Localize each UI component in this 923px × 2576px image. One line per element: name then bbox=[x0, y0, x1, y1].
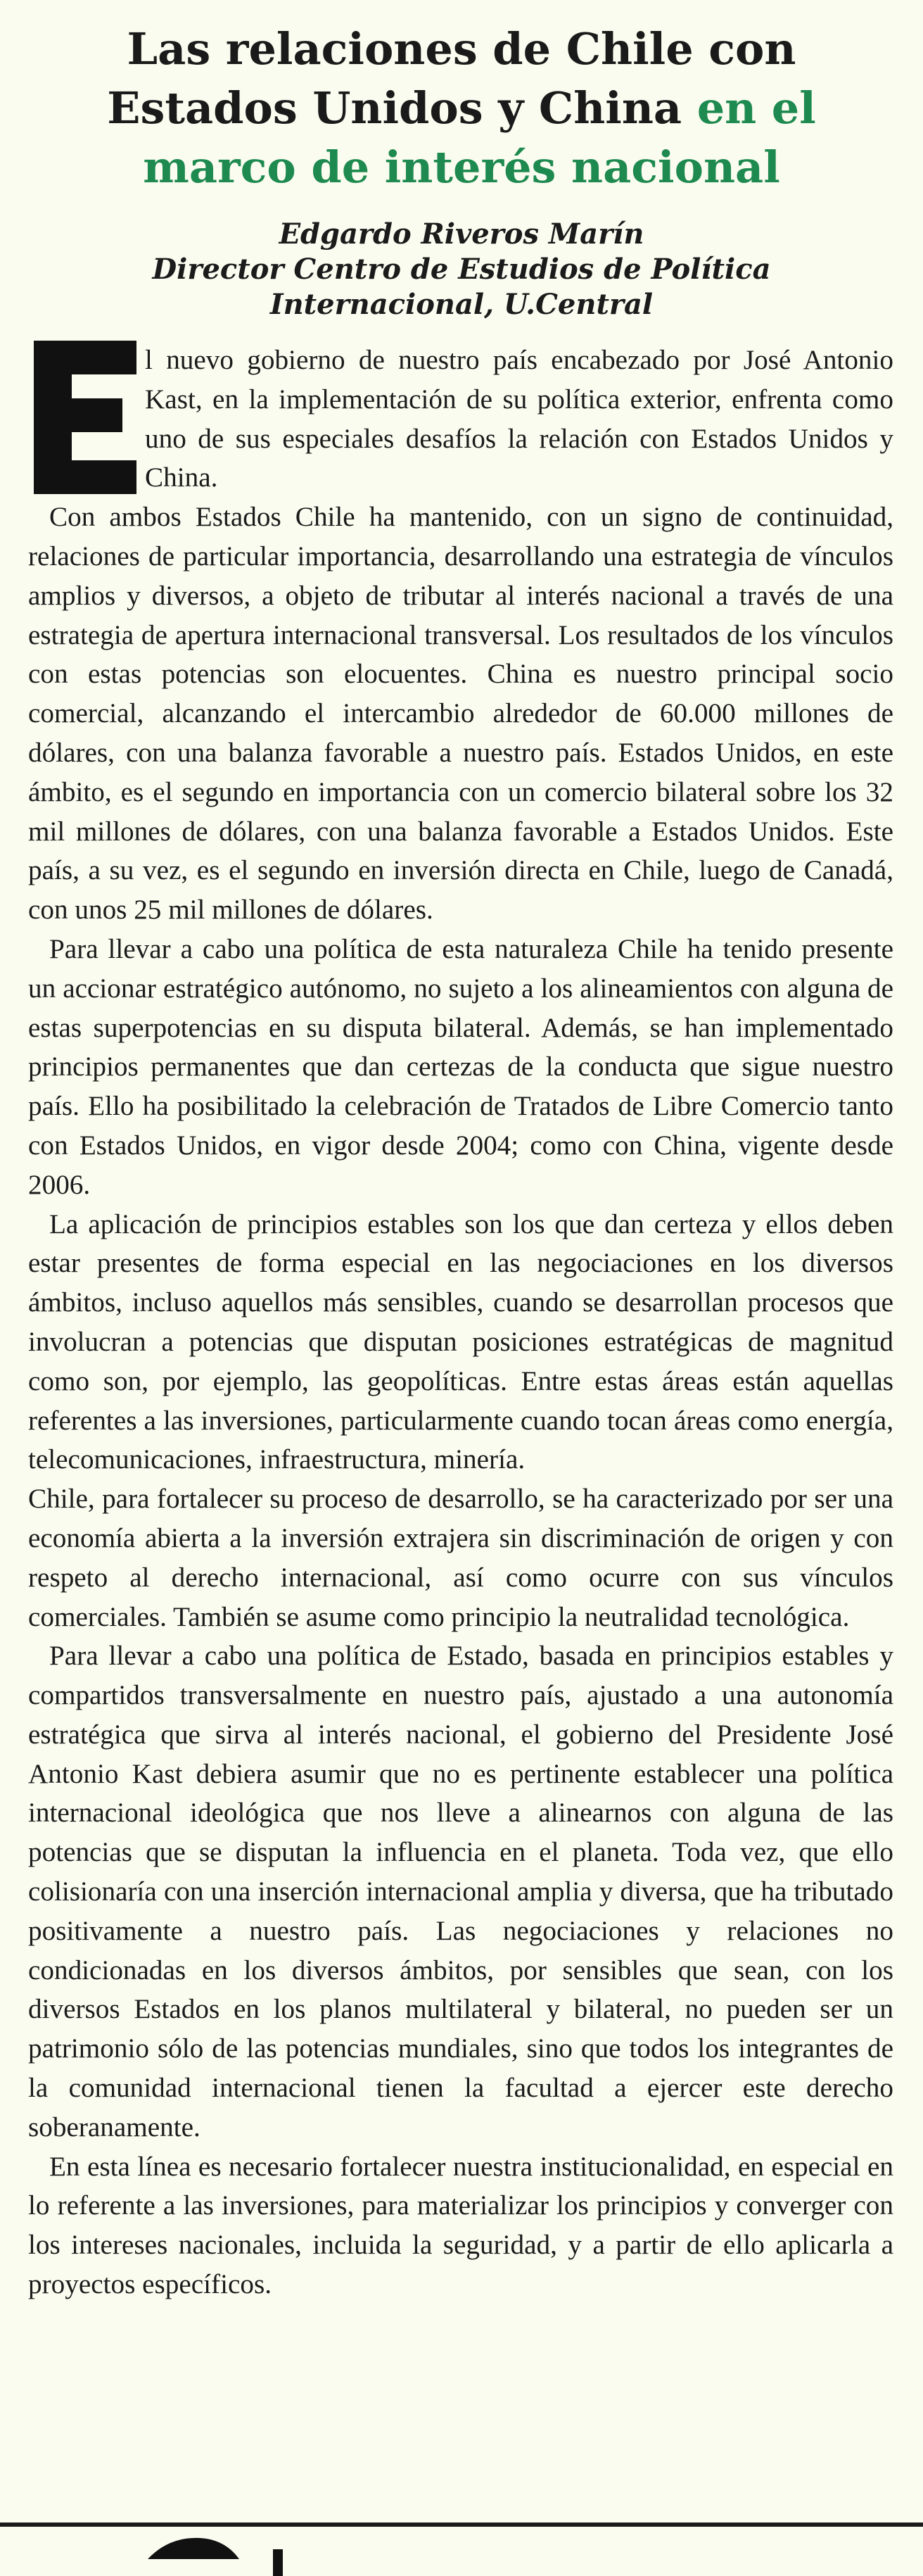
paragraph-4: La aplicación de principios estables son los que dan certeza y ellos deben estar presentes de forma especial en las negociaciones en los diversos ámbitos, incluso aquellos más sensibles, cuando se desarrollan procesos que involucran a potencias que disputan posiciones estratégicas de magnitud como son, por ejemplo, las geopolíticas. Entre estas áreas están aquellas referentes a las inversiones, particularmente cuando tocan áreas como energía, telecomunicaciones, infraestructura, minería. bbox=[28, 1208, 893, 1475]
drop-cap bbox=[34, 341, 136, 494]
paragraph-6: Para llevar a cabo una política de Estado, basada en principios estables y compartidos transversalmente en nuestro país, ajustado a una autonomía estratégica que sirva al interés nacional, el gobierno del Presidente José Antonio Kast debiera asumir que no es pertinente establecer una política internacional ideológica que nos lleve a alinearnos con alguna de las potencias que se disputan la influencia en el planeta. Toda vez, que ello colisionaría con una inserción internacional amplia y diversa, que ha tributado positivamente a nuestro país. Las negociaciones y relaciones no condicionadas en los diversos ámbitos, por sensibles que sean, con los diversos Estados en los planos multilateral y bilateral, no pueden ser un patrimonio sólo de las potencias mundiales, sino que todos los integrantes de la comunidad internacional tienen la facultad a ejercer este derecho soberanamente. bbox=[28, 1641, 893, 2142]
paragraph-1-text: l nuevo gobierno de nuestro país encabezado por José Antonio Kast, en la implementación de su política exterior, enfrenta como uno de sus especiales desafíos la relación con Estados Unidos y China. bbox=[145, 345, 893, 493]
byline bbox=[28, 217, 895, 322]
paragraph-3: Para llevar a cabo una política de esta naturaleza Chile ha tenido presente un accionar estratégico autónomo, no sujeto a los alineamientos con alguna de estas superpotencias en su disputa bilateral. Además, se han implementado principios permanentes que dan certezas de la conducta que sigue nuestro país. Ello ha posibilitado la celebración de Tratados de Libre Comercio tanto con Estados Unidos, en vigor desde 2004; como con China, vigente desde 2006. bbox=[28, 933, 893, 1200]
paragraph-7: En esta línea es necesario fortalecer nuestra institucionalidad, en especial en lo referente a las inversiones, para materializar los principios y converger con los intereses nacionales, incluida la seguridad, y a partir de ello aplicarla a proyectos específicos. bbox=[28, 2151, 893, 2300]
author-title-1: Director Centro de Estudios de Política bbox=[152, 253, 771, 286]
headline-line-1: Las relaciones de Chile con bbox=[127, 23, 796, 75]
author-name: Edgardo Riveros Marín bbox=[279, 217, 644, 251]
paragraph-1 bbox=[28, 341, 893, 498]
paragraph-5: Chile, para fortalecer su proceso de desarrollo, se ha caracterizado por ser una economía abierta a la inversión extrajera sin discriminación de origen y con respeto al derecho internacional, así como ocurre con sus vínculos comerciales. También se asume como principio la neutralidad tecnológica. bbox=[28, 1484, 893, 1632]
headline-accent-1: en el bbox=[696, 82, 816, 134]
paragraph-2: Con ambos Estados Chile ha mantenido, con un signo de continuidad, relaciones de particular importancia, desarrollando una estrategia de vínculos amplios y diversos, a objeto de tributar al interés nacional a través de una estrategia de apertura internacional transversal. Los resultados de los vínculos con estas potencias son elocuentes. China es nuestro principal socio comercial, alcanzando el intercambio alrededor de 60.000 millones de dólares, con una balanza favorable a nuestro país. Estados Unidos, en este ámbito, es el segundo en importancia con un comercio bilateral sobre los 32 mil millones de dólares, con una balanza favorable a Estados Unidos. Este país, a su vez, es el segundo en inversión directa en Chile, luego de Canadá, con unos 25 mil millones de dólares. bbox=[28, 502, 893, 926]
headline-accent-2: marco de interés nacional bbox=[143, 141, 780, 193]
headline-line-2: Estados Unidos y China bbox=[107, 82, 682, 134]
author-title-2: Internacional, U.Central bbox=[269, 288, 654, 321]
bottom-rule bbox=[0, 2523, 923, 2527]
next-section-fragment-icon bbox=[148, 2534, 310, 2576]
article-body bbox=[28, 341, 893, 2304]
drop-cap-letter-e-icon bbox=[34, 341, 136, 494]
headline bbox=[28, 20, 895, 197]
